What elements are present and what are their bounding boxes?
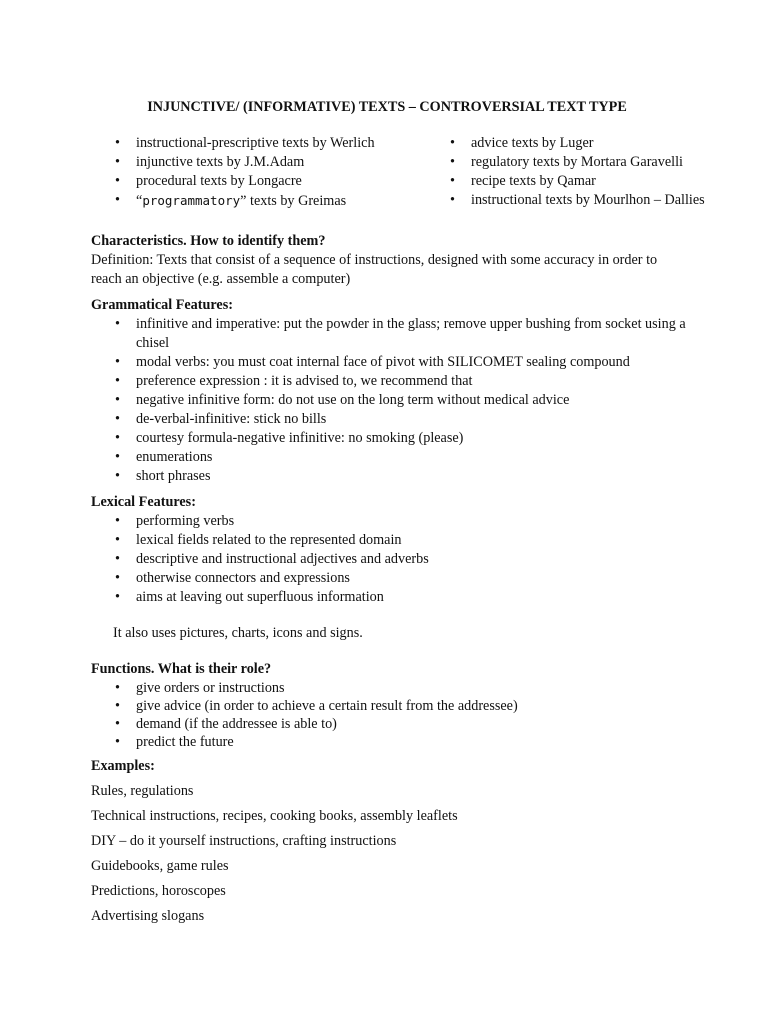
list-item: • regulatory texts by Mortara Garavelli <box>426 153 706 172</box>
list-item: • instructional texts by Mourlhon – Dallies <box>426 191 706 210</box>
list-item: • recipe texts by Qamar <box>426 172 706 191</box>
text-types-left-column <box>91 134 421 211</box>
lexical-heading: Lexical Features: <box>91 494 196 510</box>
example-line: Advertising slogans <box>91 908 205 924</box>
characteristics-heading: Characteristics. How to identify them? <box>91 233 326 249</box>
list-item: • otherwise connectors and expressions <box>91 569 691 588</box>
list-item: • procedural texts by Longacre <box>91 172 421 191</box>
page-title: INJUNCTIVE/ (INFORMATIVE) TEXTS – CONTROVERSIAL TEXT TYPE <box>147 99 627 115</box>
open-quote: “ <box>136 193 143 209</box>
list-item: • negative infinitive form: do not use on the long term without medical advice <box>91 391 691 410</box>
list-item: • give advice (in order to achieve a certain result from the addressee) <box>91 697 691 715</box>
list-item: • injunctive texts by J.M.Adam <box>91 153 421 172</box>
definition-text: Definition: Texts that consist of a sequence of instructions, designed with some accuracy in order to reach an objective (e.g. assemble a computer) <box>91 252 658 287</box>
characteristics-section <box>91 232 691 289</box>
list-item: • demand (if the addressee is able to) <box>91 715 691 733</box>
lexical-section <box>91 493 691 643</box>
text-types-right-list <box>426 134 706 210</box>
functions-section <box>91 660 691 751</box>
list-item: • infinitive and imperative: put the powder in the glass; remove upper bushing from socket using a chisel <box>91 315 691 353</box>
example-line: Predictions, horoscopes <box>91 883 226 899</box>
lexical-note: It also uses pictures, charts, icons and signs. <box>113 625 363 641</box>
grammatical-section <box>91 296 691 486</box>
example-line: DIY – do it yourself instructions, crafting instructions <box>91 833 397 849</box>
text-types-columns <box>91 134 705 232</box>
document-page <box>91 98 705 926</box>
lexical-list <box>91 512 691 607</box>
text-types-left-list <box>91 134 421 211</box>
grammatical-heading: Grammatical Features: <box>91 297 233 313</box>
list-item: • preference expression : it is advised to, we recommend that <box>91 372 691 391</box>
list-item <box>91 191 421 211</box>
list-item: • de-verbal-infinitive: stick no bills <box>91 410 691 429</box>
examples-section <box>91 757 691 926</box>
list-item: • short phrases <box>91 467 691 486</box>
list-item: • modal verbs: you must coat internal face of pivot with SILICOMET sealing compound <box>91 353 691 372</box>
list-item: • enumerations <box>91 448 691 467</box>
list-item: • performing verbs <box>91 512 691 531</box>
example-line: Technical instructions, recipes, cooking books, assembly leaflets <box>91 808 458 824</box>
list-item: • aims at leaving out superfluous information <box>91 588 691 607</box>
example-line: Guidebooks, game rules <box>91 858 229 874</box>
example-line: Rules, regulations <box>91 783 194 799</box>
list-item: • give orders or instructions <box>91 679 691 697</box>
list-item: • instructional-prescriptive texts by Werlich <box>91 134 421 153</box>
list-item: • courtesy formula-negative infinitive: no smoking (please) <box>91 429 691 448</box>
programmatory-word: programmatory <box>142 193 241 208</box>
text-types-right-column <box>426 134 706 210</box>
list-item: • lexical fields related to the represented domain <box>91 531 691 550</box>
grammatical-list <box>91 315 691 486</box>
list-item: • predict the future <box>91 733 691 751</box>
greimas-text: ” texts by Greimas <box>240 193 347 209</box>
functions-list <box>91 679 691 751</box>
list-item: • advice texts by Luger <box>426 134 706 153</box>
functions-heading: Functions. What is their role? <box>91 661 272 677</box>
examples-heading: Examples: <box>91 758 155 774</box>
list-item: • descriptive and instructional adjectives and adverbs <box>91 550 691 569</box>
